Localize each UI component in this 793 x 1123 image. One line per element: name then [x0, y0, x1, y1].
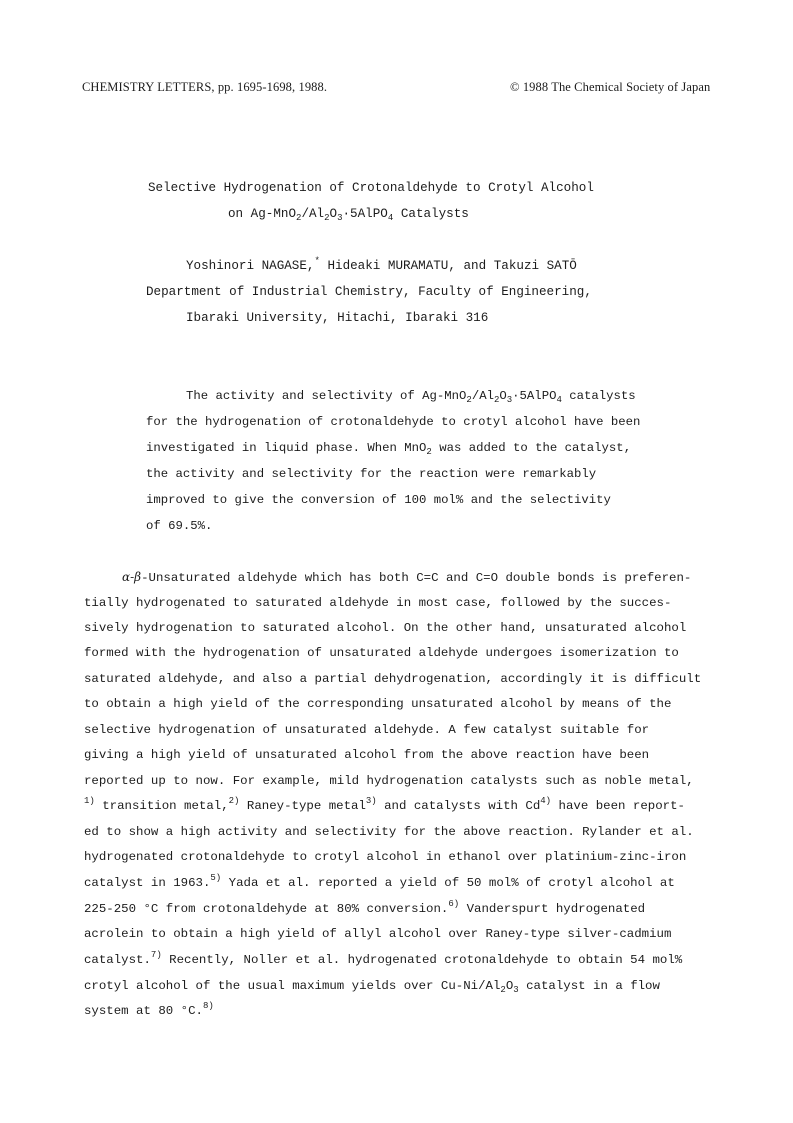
body-line: to obtain a high yield of the corresponding unsaturated alcohol by means of the — [84, 697, 672, 711]
reference-mark: 4) — [540, 796, 552, 806]
body-line: catalyst in 1963.$^{5)}$ Yada et al. reported a yield of 50 mol% of crotyl alcohol at — [84, 873, 675, 890]
reference-mark: 7) — [150, 950, 162, 960]
body-line: hydrogenated crotonaldehyde to crotyl alcohol in ethanol over platinium-zinc-iron — [84, 850, 687, 864]
body-line: $^{1)}$ transition metal,$^{2)}$ Raney-type metal$^{3)}$ and catalysts with Cd$^{4)}$ have been report- — [84, 796, 685, 813]
reference-mark: 3) — [365, 796, 377, 806]
reference-mark: 5) — [210, 873, 222, 883]
abstract-line: improved to give the conversion of 100 mol% and the selectivity — [146, 493, 611, 507]
body-line: acrolein to obtain a high yield of allyl alcohol over Raney-type silver-cadmium — [84, 927, 672, 941]
reference-mark: 8) — [202, 1001, 214, 1011]
body-line: selective hydrogenation of unsaturated aldehyde. A few catalyst suitable for — [84, 723, 650, 737]
body-line: tially hydrogenated to saturated aldehyde in most case, followed by the succes- — [84, 596, 672, 610]
abstract-line: The activity and selectivity of $Ag-MnO_2/Al_2O_3\cdot 5AlPO_4$ catalysts — [186, 389, 636, 405]
reference-mark: 1) — [84, 796, 95, 806]
reference-mark: 6) — [448, 899, 460, 909]
affiliation-line-2: Ibaraki University, Hitachi, Ibaraki 316 — [186, 311, 489, 325]
abstract-line: of 69.5%. — [146, 519, 213, 533]
body-line: formed with the hydrogenation of unsaturated aldehyde undergoes isomerization to — [84, 646, 679, 660]
corresponding-author-mark: * — [314, 256, 320, 266]
abstract-line: investigated in liquid phase. When MnO$_2$ was added to the catalyst, — [146, 441, 632, 457]
body-line: catalyst.$^{7)}$ Recently, Noller et al. hydrogenated crotonaldehyde to obtain 54 mol% — [84, 950, 683, 967]
body-line: sively hydrogenation to saturated alcohol. On the other hand, unsaturated alcohol — [84, 621, 687, 635]
body-line: crotyl alcohol of the usual maximum yields over $Cu-Ni/Al_2O_3$ catalyst in a flow — [84, 979, 660, 995]
abstract-line: for the hydrogenation of crotonaldehyde to crotyl alcohol have been — [146, 415, 641, 429]
reference-mark: 2) — [228, 796, 240, 806]
body-line: 225-250 °C from crotonaldehyde at 80% conversion.$^{6)}$ Vanderspurt hydrogenated — [84, 899, 646, 916]
body-line: ed to show a high activity and selectivity for the above reaction. Rylander et al. — [84, 825, 694, 839]
body-line: system at 80 °C.$^{8)}$ — [84, 1001, 214, 1018]
abstract-line: the activity and selectivity for the reaction were remarkably — [146, 467, 597, 481]
author-list: Yoshinori NAGASE,* Hideaki MURAMATU, and Takuzi SATŌ — [186, 256, 577, 273]
body-line: giving a high yield of unsaturated alcohol from the above reaction have been — [84, 748, 650, 762]
body-line: saturated aldehyde, and also a partial dehydrogenation, accordingly it is difficult — [84, 672, 702, 686]
body-line: α-β-Unsaturated aldehyde which has both C=C and C=O double bonds is preferen- — [122, 570, 692, 585]
paper-title-line-2: on $Ag-MnO_2/Al_2O_3\cdot 5AlPO_4$ Catalysts — [228, 207, 469, 223]
paper-title-line-1: Selective Hydrogenation of Crotonaldehyde to Crotyl Alcohol — [148, 181, 594, 195]
body-line: reported up to now. For example, mild hydrogenation catalysts such as noble metal, — [84, 774, 694, 788]
affiliation-line-1: Department of Industrial Chemistry, Faculty of Engineering, — [146, 285, 592, 299]
copyright-notice: © 1988 The Chemical Society of Japan — [510, 80, 711, 94]
journal-citation: CHEMISTRY LETTERS, pp. 1695-1698, 1988. — [82, 80, 328, 94]
